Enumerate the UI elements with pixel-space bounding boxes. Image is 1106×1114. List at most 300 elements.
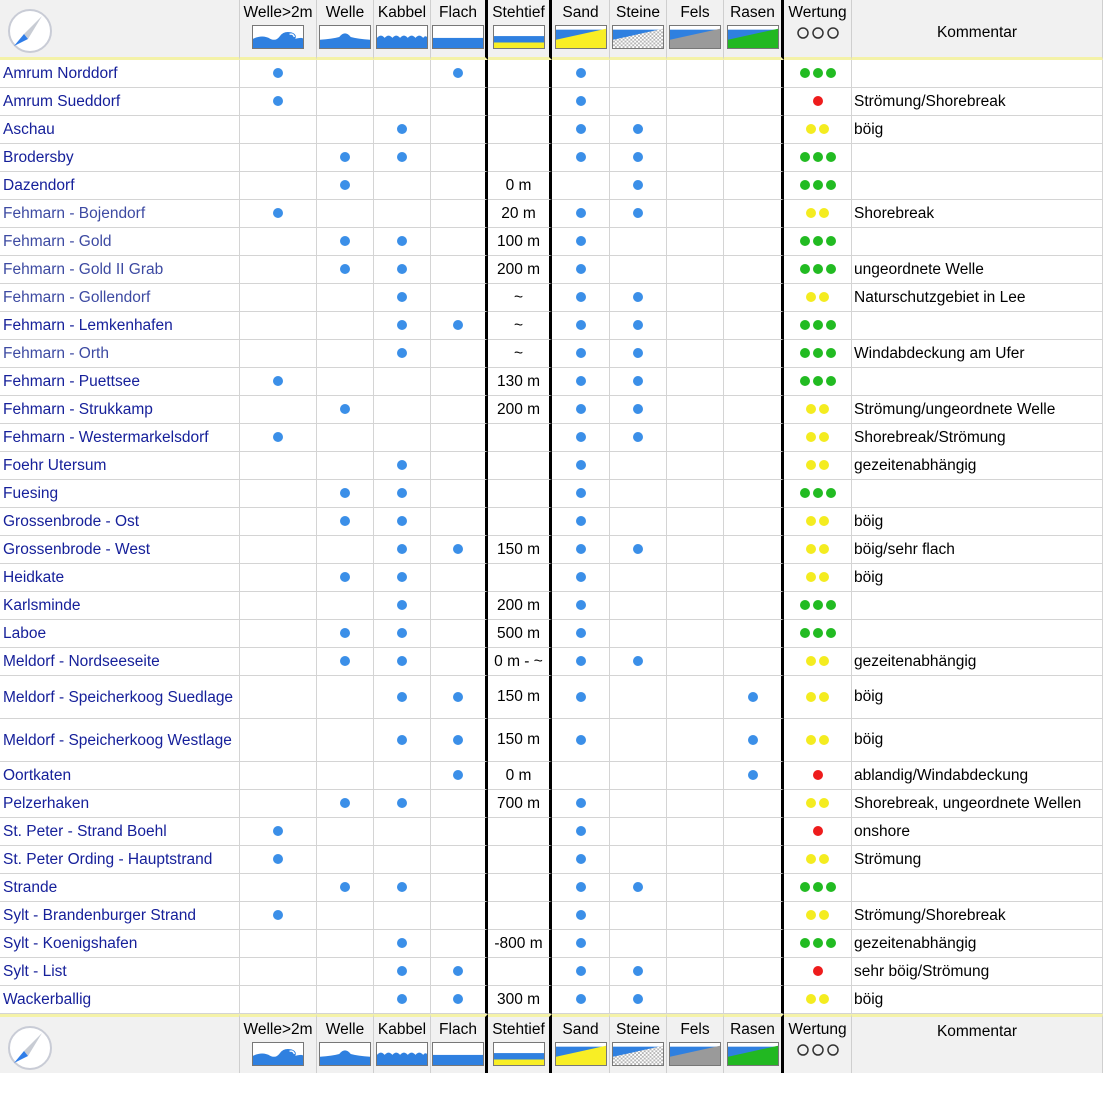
- rating-dot-green: [800, 628, 810, 638]
- rating-cell: [784, 536, 852, 564]
- marker-dot: [633, 544, 643, 554]
- cell-fels: [667, 480, 724, 508]
- cell-sand: [552, 762, 610, 790]
- table-row: [0, 676, 1103, 719]
- header-label: Steine: [616, 4, 660, 21]
- cell-rasen: [724, 536, 784, 564]
- cell-rasen: [724, 256, 784, 284]
- rating-dot-green: [800, 236, 810, 246]
- cell-rasen: [724, 790, 784, 818]
- stehtief-value: 700 m: [488, 790, 552, 818]
- rating-dot-yellow: [806, 854, 816, 864]
- marker-dot: [633, 320, 643, 330]
- spot-name-link[interactable]: Strande: [0, 874, 240, 902]
- comment-cell: [852, 172, 1103, 200]
- flat-icon: [432, 1042, 484, 1066]
- cell-welle: [317, 958, 374, 986]
- cell-welle-2m: [240, 930, 317, 958]
- spot-name-link[interactable]: Sylt - List: [0, 958, 240, 986]
- spot-name-link[interactable]: Grossenbrode - West: [0, 536, 240, 564]
- compass-icon: [5, 1023, 55, 1073]
- spot-name-link[interactable]: Fehmarn - Strukkamp: [0, 396, 240, 424]
- cell-welle-2m: [240, 762, 317, 790]
- cell-flach: [431, 480, 488, 508]
- rating-cell: [784, 88, 852, 116]
- rating-dot-green: [813, 600, 823, 610]
- marker-dot: [576, 124, 586, 134]
- marker-dot: [576, 798, 586, 808]
- comment-cell: Strömung: [852, 846, 1103, 874]
- comment-cell: gezeitenabhängig: [852, 648, 1103, 676]
- marker-dot: [273, 208, 283, 218]
- cell-kabbel: [374, 508, 431, 536]
- cell-kabbel: [374, 368, 431, 396]
- table-row: [0, 958, 1103, 986]
- cell-fels: [667, 790, 724, 818]
- rating-cell: [784, 790, 852, 818]
- table-row: [0, 790, 1103, 818]
- stehtief-value: 130 m: [488, 368, 552, 396]
- spot-name-link[interactable]: Fehmarn - Lemkenhafen: [0, 312, 240, 340]
- marker-dot: [576, 628, 586, 638]
- compass-icon: [5, 6, 55, 56]
- spot-name-link[interactable]: Sylt - Brandenburger Strand: [0, 902, 240, 930]
- table-row: [0, 368, 1103, 396]
- marker-dot: [340, 488, 350, 498]
- cell-fels: [667, 719, 724, 762]
- marker-dot: [340, 404, 350, 414]
- cell-steine: [610, 790, 667, 818]
- header-fels: [667, 0, 724, 60]
- cell-welle-2m: [240, 396, 317, 424]
- cell-steine: [610, 719, 667, 762]
- spot-name-link[interactable]: Fehmarn - Gold II Grab: [0, 256, 240, 284]
- cell-fels: [667, 452, 724, 480]
- footer-flach: [431, 1014, 488, 1073]
- cell-flach: [431, 144, 488, 172]
- cell-fels: [667, 818, 724, 846]
- spot-name-link[interactable]: Fehmarn - Orth: [0, 340, 240, 368]
- spot-name-link[interactable]: Fehmarn - Gollendorf: [0, 284, 240, 312]
- rating-dot-yellow: [806, 544, 816, 554]
- footer-kabbel: [374, 1014, 431, 1073]
- cell-rasen: [724, 88, 784, 116]
- rating-dot-green: [800, 488, 810, 498]
- cell-sand: [552, 228, 610, 256]
- spot-name-link[interactable]: Amrum Sueddorf: [0, 88, 240, 116]
- spot-name-link[interactable]: Dazendorf: [0, 172, 240, 200]
- cell-kabbel: [374, 200, 431, 228]
- marker-dot: [633, 376, 643, 386]
- comment-cell: [852, 368, 1103, 396]
- cell-welle: [317, 424, 374, 452]
- marker-dot: [397, 488, 407, 498]
- marker-dot: [576, 432, 586, 442]
- spot-name-link[interactable]: Grossenbrode - Ost: [0, 508, 240, 536]
- marker-dot: [576, 292, 586, 302]
- cell-fels: [667, 874, 724, 902]
- marker-dot: [633, 152, 643, 162]
- spot-name-link[interactable]: Fehmarn - Westermarkelsdorf: [0, 424, 240, 452]
- cell-kabbel: [374, 536, 431, 564]
- cell-flach: [431, 846, 488, 874]
- table-row: [0, 228, 1103, 256]
- rating-cell: [784, 648, 852, 676]
- cell-kabbel: [374, 564, 431, 592]
- comment-cell: Naturschutzgebiet in Lee: [852, 284, 1103, 312]
- footer-welle-2m: [240, 1014, 317, 1073]
- cell-sand: [552, 116, 610, 144]
- cell-sand: [552, 88, 610, 116]
- marker-dot: [453, 692, 463, 702]
- table-row: [0, 256, 1103, 284]
- cell-flach: [431, 676, 488, 719]
- cell-steine: [610, 424, 667, 452]
- rating-dot-yellow: [819, 994, 829, 1004]
- cell-flach: [431, 508, 488, 536]
- cell-welle: [317, 620, 374, 648]
- cell-rasen: [724, 228, 784, 256]
- marker-dot: [576, 68, 586, 78]
- marker-dot: [633, 994, 643, 1004]
- stehtief-value: 100 m: [488, 228, 552, 256]
- cell-welle-2m: [240, 874, 317, 902]
- spot-name-link[interactable]: Heidkate: [0, 564, 240, 592]
- cell-welle: [317, 116, 374, 144]
- marker-dot: [340, 180, 350, 190]
- cell-steine: [610, 452, 667, 480]
- table-row: [0, 144, 1103, 172]
- comment-cell: [852, 874, 1103, 902]
- table-row: [0, 874, 1103, 902]
- shallow-icon: [493, 25, 545, 49]
- rating-cell: [784, 480, 852, 508]
- marker-dot: [576, 910, 586, 920]
- cell-fels: [667, 172, 724, 200]
- cell-rasen: [724, 424, 784, 452]
- marker-dot: [576, 236, 586, 246]
- cell-flach: [431, 620, 488, 648]
- marker-dot: [340, 572, 350, 582]
- stehtief-value: [488, 564, 552, 592]
- cell-rasen: [724, 676, 784, 719]
- spot-name-link[interactable]: Sylt - Koenigshafen: [0, 930, 240, 958]
- marker-dot: [397, 516, 407, 526]
- cell-welle-2m: [240, 480, 317, 508]
- spot-name-link[interactable]: Meldorf - Speicherkoog Westlage: [0, 719, 240, 762]
- rock-icon: [669, 1042, 721, 1066]
- stehtief-value: [488, 424, 552, 452]
- marker-dot: [397, 348, 407, 358]
- cell-welle: [317, 312, 374, 340]
- cell-welle-2m: [240, 452, 317, 480]
- rating-dot-yellow: [819, 432, 829, 442]
- footer-rasen: [724, 1014, 784, 1073]
- cell-welle: [317, 874, 374, 902]
- header-label: Stehtief: [492, 4, 545, 21]
- cell-flach: [431, 200, 488, 228]
- marker-dot: [576, 938, 586, 948]
- cell-welle-2m: [240, 986, 317, 1014]
- rating-dot-yellow: [819, 692, 829, 702]
- marker-dot: [340, 264, 350, 274]
- cell-welle: [317, 396, 374, 424]
- spot-name-link[interactable]: Amrum Norddorf: [0, 60, 240, 88]
- sand-icon: [555, 25, 607, 49]
- spot-name-link[interactable]: Pelzerhaken: [0, 790, 240, 818]
- stehtief-value: ~: [488, 284, 552, 312]
- marker-dot: [397, 882, 407, 892]
- rating-dot-yellow: [819, 656, 829, 666]
- spot-name-link[interactable]: Laboe: [0, 620, 240, 648]
- spot-name-link[interactable]: Fehmarn - Puettsee: [0, 368, 240, 396]
- footer-label: Kommentar: [936, 1023, 1018, 1040]
- cell-rasen: [724, 312, 784, 340]
- rating-dot-yellow: [819, 208, 829, 218]
- cell-fels: [667, 60, 724, 88]
- wave-icon: [319, 1042, 371, 1066]
- cell-fels: [667, 902, 724, 930]
- cell-flach: [431, 648, 488, 676]
- cell-welle-2m: [240, 958, 317, 986]
- cell-welle-2m: [240, 228, 317, 256]
- marker-dot: [576, 692, 586, 702]
- rating-dot-yellow: [819, 516, 829, 526]
- spot-name-link[interactable]: Fehmarn - Bojendorf: [0, 200, 240, 228]
- cell-welle-2m: [240, 172, 317, 200]
- cell-flach: [431, 368, 488, 396]
- cell-rasen: [724, 144, 784, 172]
- rating-dot-yellow: [806, 656, 816, 666]
- rating-dot-green: [813, 320, 823, 330]
- table-row: [0, 902, 1103, 930]
- rating-dot-red: [813, 770, 823, 780]
- spot-name-link[interactable]: Karlsminde: [0, 592, 240, 620]
- cell-kabbel: [374, 480, 431, 508]
- rating-cell: [784, 620, 852, 648]
- cell-steine: [610, 930, 667, 958]
- cell-welle: [317, 284, 374, 312]
- grass-icon: [727, 25, 779, 49]
- cell-sand: [552, 719, 610, 762]
- cell-sand: [552, 312, 610, 340]
- marker-dot: [340, 656, 350, 666]
- cell-welle-2m: [240, 592, 317, 620]
- cell-fels: [667, 256, 724, 284]
- stehtief-value: [488, 144, 552, 172]
- cell-steine: [610, 902, 667, 930]
- spot-name-link[interactable]: Wackerballig: [0, 986, 240, 1014]
- footer-label: Kabbel: [377, 1021, 427, 1038]
- rating-cell: [784, 564, 852, 592]
- marker-dot: [273, 826, 283, 836]
- cell-welle-2m: [240, 620, 317, 648]
- cell-sand: [552, 536, 610, 564]
- cell-flach: [431, 116, 488, 144]
- cell-welle: [317, 930, 374, 958]
- cell-fels: [667, 986, 724, 1014]
- header-flach: [431, 0, 488, 60]
- footer-row: [0, 1014, 1103, 1073]
- footer-label: Steine: [616, 1021, 660, 1038]
- rating-dot-yellow: [806, 124, 816, 134]
- table-row: [0, 986, 1103, 1014]
- comment-cell: onshore: [852, 818, 1103, 846]
- chop-icon: [376, 25, 428, 49]
- marker-dot: [748, 770, 758, 780]
- marker-dot: [340, 882, 350, 892]
- cell-rasen: [724, 284, 784, 312]
- header-rasen: [724, 0, 784, 60]
- spot-name-link[interactable]: Foehr Utersum: [0, 452, 240, 480]
- cell-fels: [667, 88, 724, 116]
- table-row: [0, 452, 1103, 480]
- footer-kommentar: [852, 1014, 1103, 1073]
- spot-name-link[interactable]: St. Peter - Strand Boehl: [0, 818, 240, 846]
- table-row: [0, 60, 1103, 88]
- marker-dot: [576, 404, 586, 414]
- cell-welle-2m: [240, 564, 317, 592]
- wave-icon: [319, 25, 371, 49]
- cell-sand: [552, 790, 610, 818]
- rating-cell: [784, 452, 852, 480]
- rating-cell: [784, 340, 852, 368]
- spot-name-link[interactable]: Brodersby: [0, 144, 240, 172]
- marker-dot: [453, 735, 463, 745]
- cell-flach: [431, 762, 488, 790]
- cell-sand: [552, 508, 610, 536]
- cell-sand: [552, 592, 610, 620]
- cell-rasen: [724, 508, 784, 536]
- spot-name-link[interactable]: St. Peter Ording - Hauptstrand: [0, 846, 240, 874]
- big-wave-icon: [252, 1042, 304, 1066]
- stehtief-value: 0 m: [488, 172, 552, 200]
- footer-sand: [552, 1014, 610, 1073]
- stehtief-value: ~: [488, 340, 552, 368]
- cell-rasen: [724, 116, 784, 144]
- stehtief-value: [488, 116, 552, 144]
- cell-flach: [431, 719, 488, 762]
- cell-steine: [610, 200, 667, 228]
- cell-fels: [667, 930, 724, 958]
- cell-fels: [667, 284, 724, 312]
- rating-dot-green: [826, 348, 836, 358]
- cell-steine: [610, 508, 667, 536]
- cell-fels: [667, 312, 724, 340]
- spot-name-link[interactable]: Aschau: [0, 116, 240, 144]
- cell-fels: [667, 676, 724, 719]
- header-label: Fels: [680, 4, 710, 21]
- cell-sand: [552, 986, 610, 1014]
- cell-fels: [667, 396, 724, 424]
- marker-dot: [633, 208, 643, 218]
- rating-cell: [784, 424, 852, 452]
- spot-name-link[interactable]: Oortkaten: [0, 762, 240, 790]
- cell-kabbel: [374, 116, 431, 144]
- cell-sand: [552, 480, 610, 508]
- cell-welle-2m: [240, 676, 317, 719]
- spot-name-link[interactable]: Fuesing: [0, 480, 240, 508]
- marker-dot: [576, 572, 586, 582]
- cell-sand: [552, 620, 610, 648]
- footer-stehtief: [488, 1014, 552, 1073]
- cell-fels: [667, 620, 724, 648]
- cell-flach: [431, 818, 488, 846]
- rating-cell: [784, 958, 852, 986]
- table-row: [0, 284, 1103, 312]
- cell-rasen: [724, 846, 784, 874]
- marker-dot: [397, 572, 407, 582]
- comment-cell: ungeordnete Welle: [852, 256, 1103, 284]
- cell-rasen: [724, 958, 784, 986]
- cell-sand: [552, 846, 610, 874]
- marker-dot: [397, 124, 407, 134]
- cell-flach: [431, 902, 488, 930]
- stones-icon: [612, 1042, 664, 1066]
- cell-fels: [667, 762, 724, 790]
- cell-welle: [317, 592, 374, 620]
- table-row: [0, 564, 1103, 592]
- cell-fels: [667, 116, 724, 144]
- cell-flach: [431, 172, 488, 200]
- cell-steine: [610, 228, 667, 256]
- cell-sand: [552, 564, 610, 592]
- table-row: [0, 620, 1103, 648]
- header-row: [0, 0, 1103, 60]
- rating-dot-green: [813, 628, 823, 638]
- cell-steine: [610, 396, 667, 424]
- cell-rasen: [724, 874, 784, 902]
- cell-kabbel: [374, 340, 431, 368]
- comment-cell: böig: [852, 564, 1103, 592]
- cell-welle: [317, 88, 374, 116]
- cell-welle-2m: [240, 424, 317, 452]
- cell-welle: [317, 846, 374, 874]
- spot-name-link[interactable]: Meldorf - Nordseeseite: [0, 648, 240, 676]
- comment-cell: [852, 60, 1103, 88]
- spot-name-link[interactable]: Fehmarn - Gold: [0, 228, 240, 256]
- cell-flach: [431, 284, 488, 312]
- rating-dot-green: [800, 600, 810, 610]
- marker-dot: [576, 348, 586, 358]
- cell-kabbel: [374, 648, 431, 676]
- header-sand: [552, 0, 610, 60]
- header-logo-cell: [0, 0, 240, 60]
- cell-welle-2m: [240, 200, 317, 228]
- rating-dot-green: [826, 376, 836, 386]
- rating-dot-green: [800, 180, 810, 190]
- cell-steine: [610, 60, 667, 88]
- marker-dot: [397, 938, 407, 948]
- spot-name-link[interactable]: Meldorf - Speicherkoog Suedlage: [0, 676, 240, 719]
- marker-dot: [397, 735, 407, 745]
- rating-dot-yellow: [806, 404, 816, 414]
- cell-sand: [552, 340, 610, 368]
- rating-dot-green: [826, 488, 836, 498]
- cell-kabbel: [374, 620, 431, 648]
- cell-welle-2m: [240, 818, 317, 846]
- cell-flach: [431, 60, 488, 88]
- table-row: [0, 648, 1103, 676]
- cell-fels: [667, 592, 724, 620]
- comment-cell: böig: [852, 986, 1103, 1014]
- marker-dot: [576, 152, 586, 162]
- header-label: Wertung: [788, 4, 847, 21]
- marker-dot: [633, 348, 643, 358]
- stehtief-value: 500 m: [488, 620, 552, 648]
- cell-sand: [552, 60, 610, 88]
- cell-welle: [317, 986, 374, 1014]
